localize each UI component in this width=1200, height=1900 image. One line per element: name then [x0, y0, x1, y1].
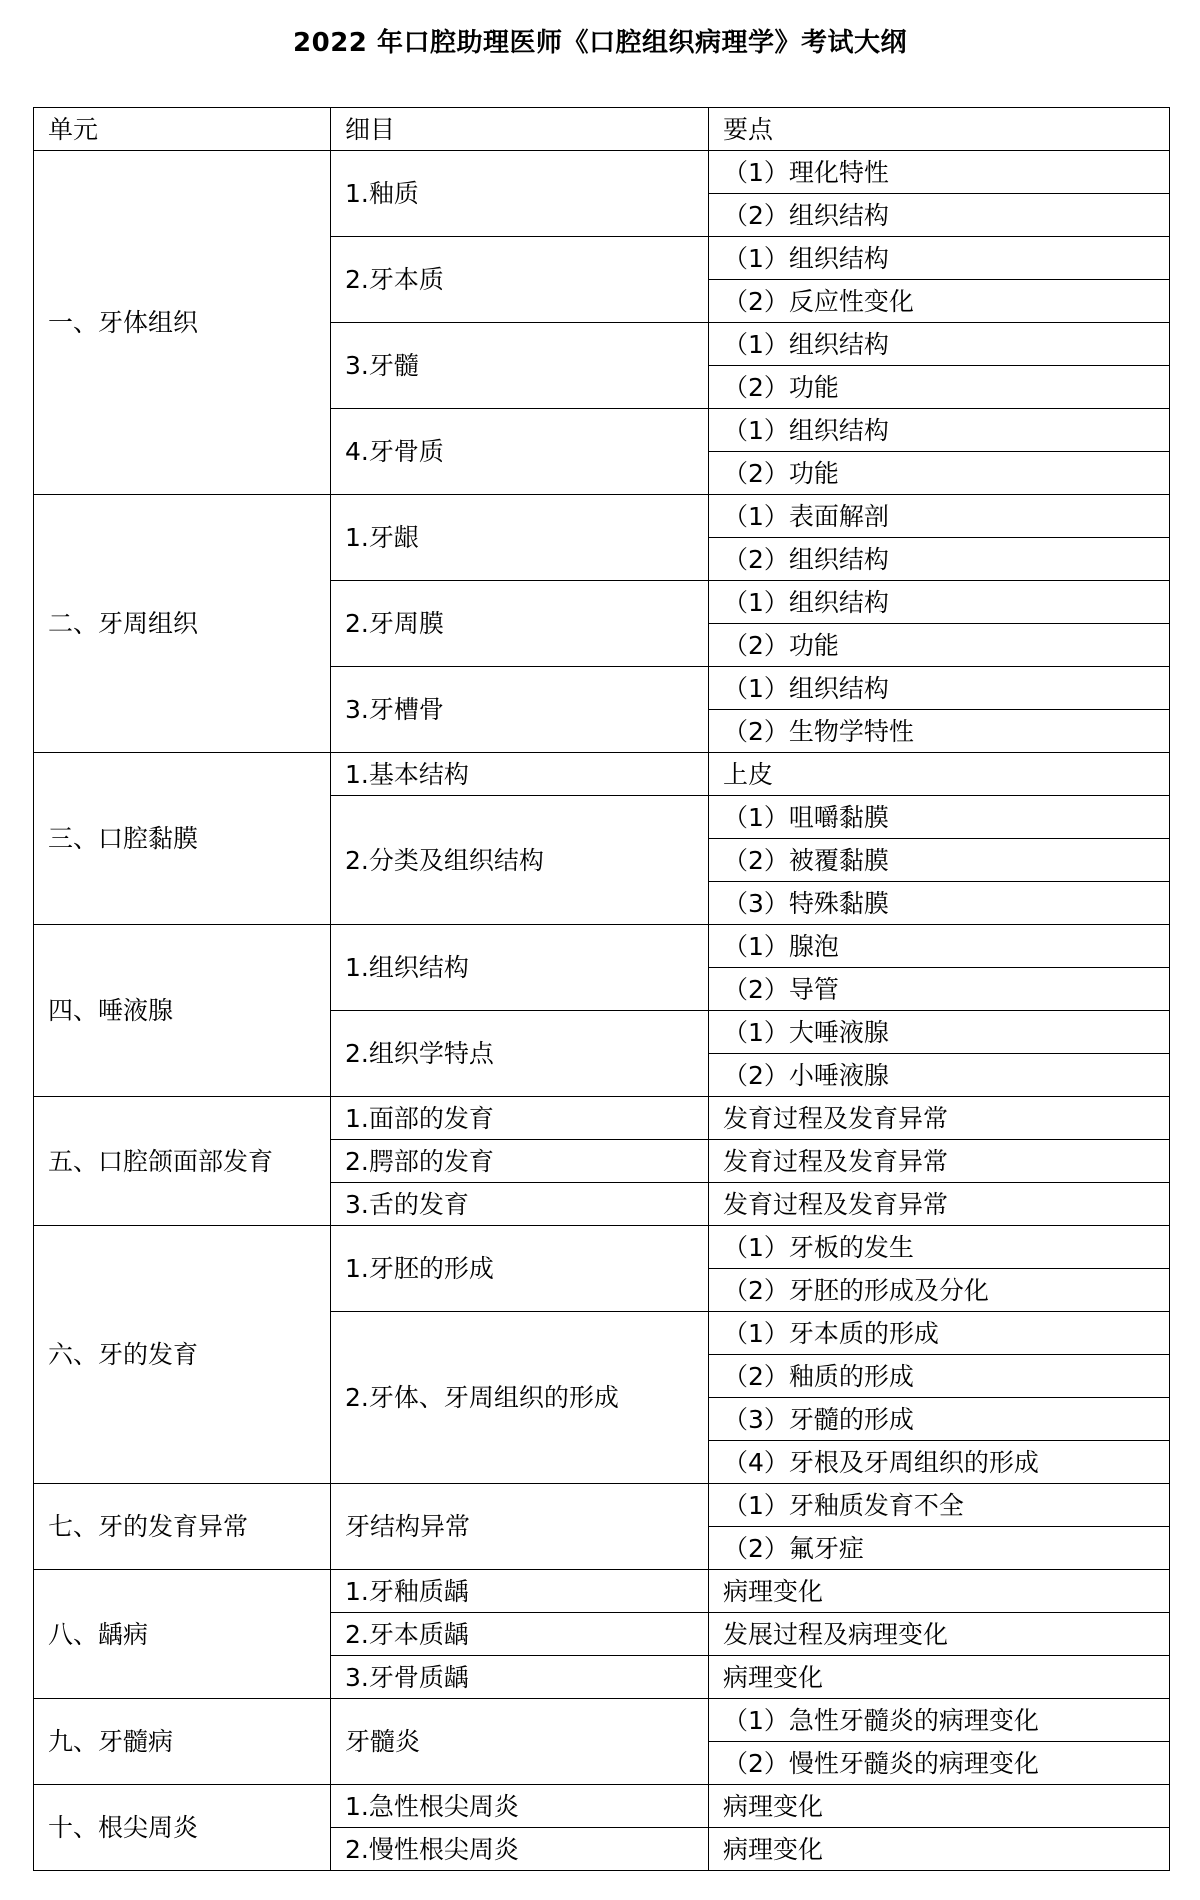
item-cell: 2.牙本质龋 [331, 1613, 709, 1656]
unit-cell: 八、龋病 [34, 1570, 331, 1699]
item-cell: 牙髓炎 [331, 1699, 709, 1785]
item-cell: 2.分类及组织结构 [331, 796, 709, 925]
table-header-row [34, 108, 1170, 151]
point-cell: （2）功能 [709, 452, 1170, 495]
unit-cell: 九、牙髓病 [34, 1699, 331, 1785]
point-cell: （1）牙釉质发育不全 [709, 1484, 1170, 1527]
item-cell: 2.腭部的发育 [331, 1140, 709, 1183]
point-cell: （1）组织结构 [709, 323, 1170, 366]
item-cell: 2.牙体、牙周组织的形成 [331, 1312, 709, 1484]
item-cell: 1.急性根尖周炎 [331, 1785, 709, 1828]
item-cell: 1.组织结构 [331, 925, 709, 1011]
table-row [34, 753, 1170, 796]
page-title: 2022 年口腔助理医师《口腔组织病理学》考试大纲 [293, 28, 907, 58]
item-cell: 3.牙槽骨 [331, 667, 709, 753]
point-cell: （2）牙胚的形成及分化 [709, 1269, 1170, 1312]
item-cell: 3.舌的发育 [331, 1183, 709, 1226]
table-row [34, 1785, 1170, 1828]
item-cell: 1.牙胚的形成 [331, 1226, 709, 1312]
item-cell: 3.牙骨质龋 [331, 1656, 709, 1699]
point-cell: （2）氟牙症 [709, 1527, 1170, 1570]
point-cell: （3）牙髓的形成 [709, 1398, 1170, 1441]
unit-cell: 四、唾液腺 [34, 925, 331, 1097]
point-cell: （4）牙根及牙周组织的形成 [709, 1441, 1170, 1484]
item-cell: 4.牙骨质 [331, 409, 709, 495]
table-row [34, 151, 1170, 194]
unit-cell: 三、口腔黏膜 [34, 753, 331, 925]
point-cell: （1）组织结构 [709, 409, 1170, 452]
table-row [34, 1699, 1170, 1742]
point-cell: 发育过程及发育异常 [709, 1140, 1170, 1183]
point-cell: （1）牙板的发生 [709, 1226, 1170, 1269]
point-cell: （1）组织结构 [709, 581, 1170, 624]
item-cell: 1.釉质 [331, 151, 709, 237]
table-row [34, 925, 1170, 968]
header-item: 细目 [331, 108, 709, 151]
table-body [34, 151, 1170, 1871]
point-cell: （1）理化特性 [709, 151, 1170, 194]
point-cell: （2）慢性牙髓炎的病理变化 [709, 1742, 1170, 1785]
table-row [34, 1097, 1170, 1140]
point-cell: （1）咀嚼黏膜 [709, 796, 1170, 839]
header-point: 要点 [709, 108, 1170, 151]
point-cell: （1）牙本质的形成 [709, 1312, 1170, 1355]
unit-cell: 五、口腔颌面部发育 [34, 1097, 331, 1226]
point-cell: 病理变化 [709, 1656, 1170, 1699]
point-cell: 上皮 [709, 753, 1170, 796]
point-cell: （3）特殊黏膜 [709, 882, 1170, 925]
item-cell: 2.牙本质 [331, 237, 709, 323]
point-cell: 病理变化 [709, 1785, 1170, 1828]
unit-cell: 七、牙的发育异常 [34, 1484, 331, 1570]
point-cell: （2）导管 [709, 968, 1170, 1011]
item-cell: 2.牙周膜 [331, 581, 709, 667]
point-cell: （2）被覆黏膜 [709, 839, 1170, 882]
point-cell: （1）大唾液腺 [709, 1011, 1170, 1054]
point-cell: （1）表面解剖 [709, 495, 1170, 538]
point-cell: （2）小唾液腺 [709, 1054, 1170, 1097]
unit-cell: 六、牙的发育 [34, 1226, 331, 1484]
table-row [34, 1226, 1170, 1269]
point-cell: （2）组织结构 [709, 538, 1170, 581]
point-cell: （2）釉质的形成 [709, 1355, 1170, 1398]
item-cell: 2.组织学特点 [331, 1011, 709, 1097]
item-cell: 1.牙龈 [331, 495, 709, 581]
point-cell: （2）生物学特性 [709, 710, 1170, 753]
point-cell: （1）组织结构 [709, 667, 1170, 710]
point-cell: （1）腺泡 [709, 925, 1170, 968]
point-cell: （1）组织结构 [709, 237, 1170, 280]
point-cell: （2）组织结构 [709, 194, 1170, 237]
item-cell: 3.牙髓 [331, 323, 709, 409]
item-cell: 1.牙釉质龋 [331, 1570, 709, 1613]
point-cell: （1）急性牙髓炎的病理变化 [709, 1699, 1170, 1742]
header-unit: 单元 [34, 108, 331, 151]
unit-cell: 十、根尖周炎 [34, 1785, 331, 1871]
point-cell: 发育过程及发育异常 [709, 1183, 1170, 1226]
point-cell: （2）功能 [709, 366, 1170, 409]
point-cell: 发育过程及发育异常 [709, 1097, 1170, 1140]
unit-cell: 一、牙体组织 [34, 151, 331, 495]
item-cell: 牙结构异常 [331, 1484, 709, 1570]
point-cell: 发展过程及病理变化 [709, 1613, 1170, 1656]
point-cell: 病理变化 [709, 1570, 1170, 1613]
point-cell: （2）反应性变化 [709, 280, 1170, 323]
syllabus-table [33, 107, 1170, 1871]
point-cell: 病理变化 [709, 1828, 1170, 1871]
point-cell: （2）功能 [709, 624, 1170, 667]
item-cell: 1.基本结构 [331, 753, 709, 796]
item-cell: 1.面部的发育 [331, 1097, 709, 1140]
item-cell: 2.慢性根尖周炎 [331, 1828, 709, 1871]
unit-cell: 二、牙周组织 [34, 495, 331, 753]
table-row [34, 495, 1170, 538]
table-row [34, 1484, 1170, 1527]
table-row [34, 1570, 1170, 1613]
